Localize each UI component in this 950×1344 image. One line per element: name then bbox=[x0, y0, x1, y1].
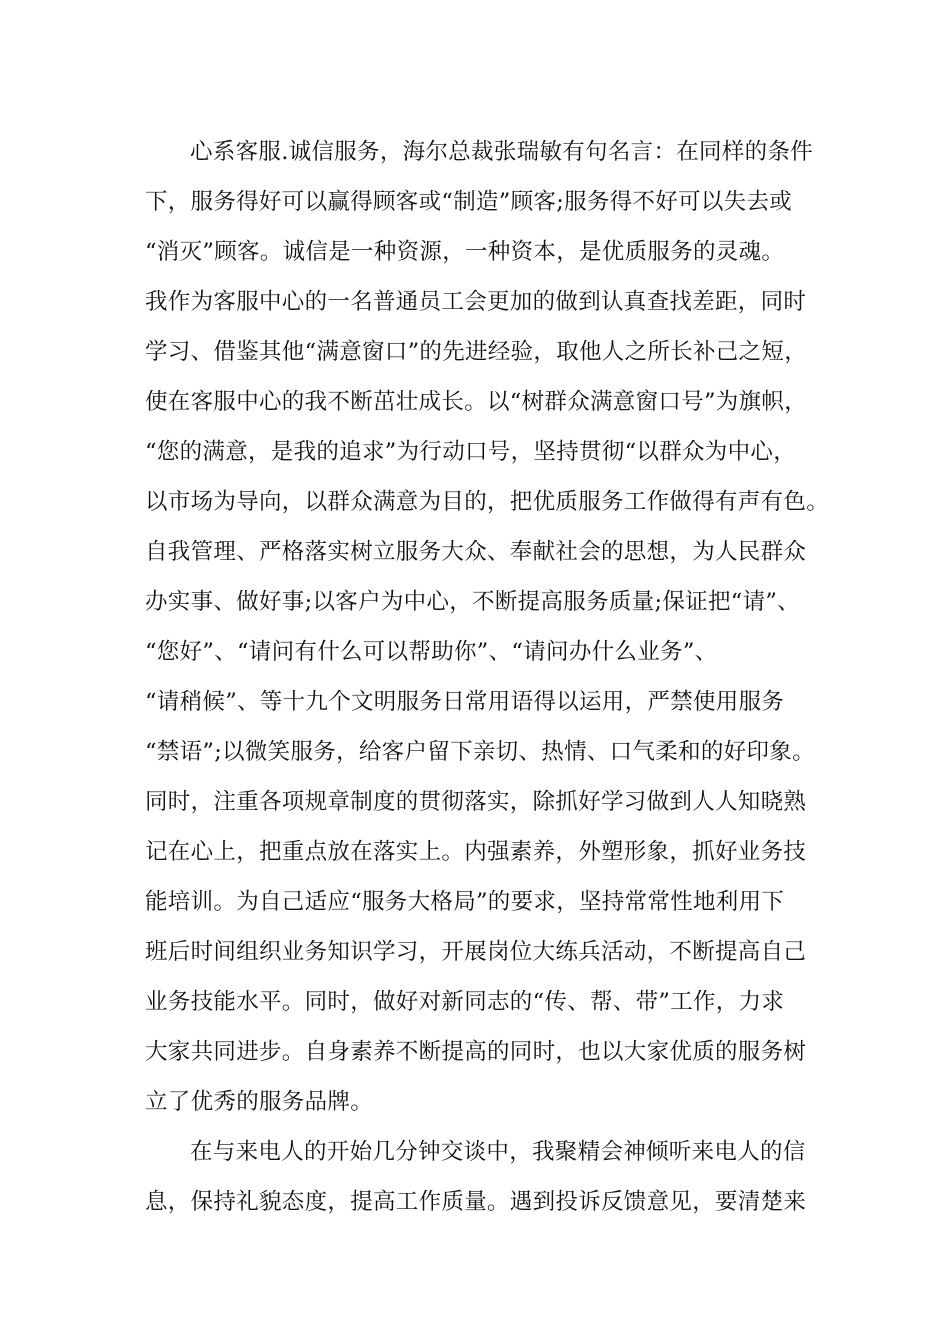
text-line: 业务技能水平。同时，做好对新同志的“传、帮、带”工作，力求 bbox=[145, 989, 785, 1015]
text-line: 以市场为导向，以群众满意为目的，把优质服务工作做得有声有色。 bbox=[145, 489, 830, 515]
text-line: 我作为客服中心的一名普通员工会更加的做到认真查找差距，同时 bbox=[145, 289, 807, 315]
text-line: 办实事、做好事;以客户为中心，不断提高服务质量;保证把“请”、 bbox=[145, 589, 800, 615]
text-line: “您好”、“请问有什么可以帮助你”、“请问办什么业务”、 bbox=[145, 639, 718, 665]
text-line: 班后时间组织业务知识学习，开展岗位大练兵活动，不断提高自己 bbox=[145, 939, 807, 965]
text-line: 同时，注重各项规章制度的贯彻落实，除抓好学习做到人人知晓熟 bbox=[145, 789, 807, 815]
text-line: 学习、借鉴其他“满意窗口”的先进经验，取他人之所长补己之短， bbox=[145, 339, 808, 365]
text-line: “消灭”顾客。诚信是一种资源，一种资本，是优质服务的灵魂。 bbox=[145, 239, 785, 265]
text-line: 使在客服中心的我不断茁壮成长。以“树群众满意窗口号”为旗帜， bbox=[145, 389, 808, 415]
text-line: 能培训。为自己适应“服务大格局”的要求，坚持常常性地利用下 bbox=[145, 889, 785, 915]
text-line: 在与来电人的开始几分钟交谈中，我聚精会神倾听来电人的信 bbox=[190, 1139, 806, 1165]
text-line: 心系客服.诚信服务，海尔总裁张瑞敏有句名言：在同样的条件 bbox=[190, 139, 814, 165]
text-line: 息，保持礼貌态度，提高工作质量。遇到投诉反馈意见，要清楚来 bbox=[145, 1189, 807, 1215]
text-line: 立了优秀的服务品牌。 bbox=[145, 1089, 374, 1115]
text-line: “请稍候”、等十九个文明服务日常用语得以运用，严禁使用服务 bbox=[145, 689, 785, 715]
text-line: “禁语”;以微笑服务，给客户留下亲切、热情、口气柔和的好印象。 bbox=[145, 739, 815, 765]
text-line: 自我管理、严格落实树立服务大众、奉献社会的思想，为人民群众 bbox=[145, 539, 807, 565]
text-line: 记在心上，把重点放在落实上。内强素养，外塑形象，抓好业务技 bbox=[145, 839, 807, 865]
text-line: 下，服务得好可以赢得顾客或“制造”顾客;服务得不好可以失去或 bbox=[145, 189, 793, 215]
text-line: “您的满意，是我的追求”为行动口号，坚持贯彻“以群众为中心， bbox=[145, 439, 797, 465]
text-line: 大家共同进步。自身素养不断提高的同时，也以大家优质的服务树 bbox=[145, 1039, 807, 1065]
